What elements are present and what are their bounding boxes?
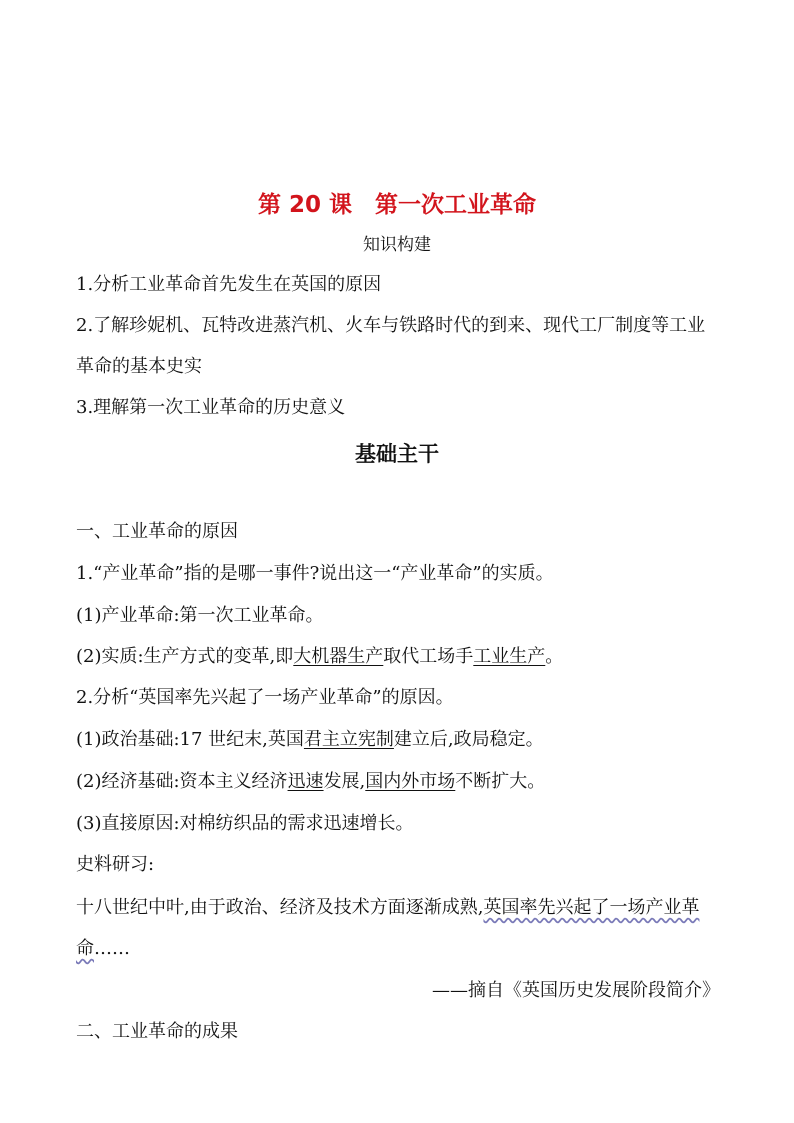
quote-text: …… xyxy=(94,938,130,959)
objective-1: 1.分析工业革命首先发生在英国的原因 xyxy=(76,274,382,295)
answer-text: (2)实质:生产方式的变革,即 xyxy=(76,646,294,667)
underlined-term: 迅速 xyxy=(287,771,324,792)
answer-text: 建立后,政局稳定。 xyxy=(393,729,544,750)
answer-text: 。 xyxy=(545,646,564,667)
objective-2: 2.了解珍妮机、瓦特改进蒸汽机、火车与铁路时代的到来、现代工厂制度等工业 xyxy=(76,315,706,336)
answer-text: (2)经济基础:资本主义经济 xyxy=(76,771,288,792)
question-1: 1.“产业革命”指的是哪一事件?说出这一“产业革命”的实质。 xyxy=(76,563,554,584)
source-quote xyxy=(76,896,720,920)
answer-text: 发展, xyxy=(323,771,366,792)
answer-2-1 xyxy=(76,728,720,752)
part2-heading: 二、工业革命的成果 xyxy=(76,1021,238,1042)
answer-1-1: (1)产业革命:第一次工业革命。 xyxy=(76,605,324,626)
part1-heading: 一、工业革命的原因 xyxy=(76,521,238,542)
wavy-underlined-text: 英国率先兴起了一场产业革 xyxy=(483,897,700,918)
answer-text: (1)政治基础:17 世纪末,英国 xyxy=(76,729,304,750)
source-citation: ——摘自《英国历史发展阶段简介》 xyxy=(432,980,720,1001)
lesson-subtitle: 知识构建 xyxy=(363,235,431,255)
answer-1-2 xyxy=(76,645,720,669)
answer-text: 不断扩大。 xyxy=(455,771,546,792)
underlined-term: 工业生产 xyxy=(473,646,546,667)
answer-2-3: (3)直接原因:对棉纺织品的需求迅速增长。 xyxy=(76,813,414,834)
lesson-title: 第 20 课 第一次工业革命 xyxy=(257,192,537,218)
underlined-term: 君主立宪制 xyxy=(303,729,394,750)
section-title: 基础主干 xyxy=(355,442,439,466)
underlined-term: 大机器生产 xyxy=(293,646,384,667)
underlined-term: 国内外市场 xyxy=(365,771,456,792)
answer-2-2 xyxy=(76,770,720,794)
objective-3: 3.理解第一次工业革命的历史意义 xyxy=(76,397,346,418)
answer-text: 取代工场手 xyxy=(383,646,474,667)
wavy-underlined-text: 命 xyxy=(76,938,94,959)
source-quote-cont xyxy=(76,937,720,961)
source-label: 史料研习: xyxy=(76,854,155,875)
question-2: 2.分析“英国率先兴起了一场产业革命”的原因。 xyxy=(76,687,454,708)
objective-2-cont: 革命的基本史实 xyxy=(76,356,202,377)
quote-text: 十八世纪中叶,由于政治、经济及技术方面逐渐成熟, xyxy=(76,897,484,918)
